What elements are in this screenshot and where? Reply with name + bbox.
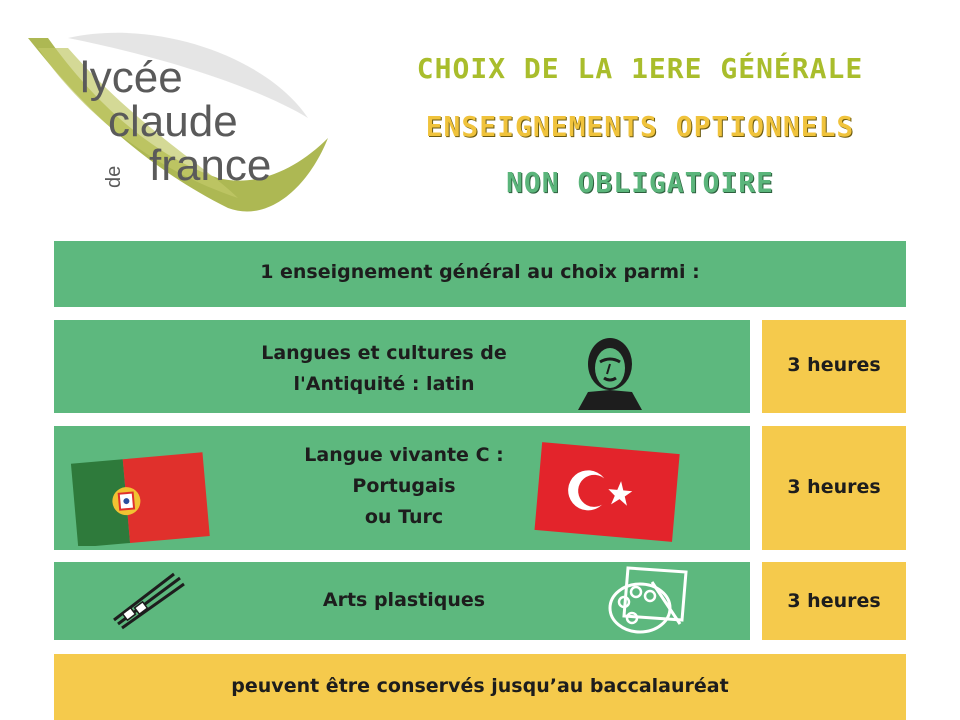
option-lvc-label-line2: Portugais [352, 475, 456, 497]
option-lvc-label-line1: Langue vivante C : [304, 444, 504, 466]
option-latin-label-line2: l'Antiquité : latin [293, 373, 475, 395]
title-enseignements: ENSEIGNEMENTS OPTIONNELS [425, 110, 855, 143]
option-lvc-hours: 3 heures [787, 476, 881, 498]
portugal-flag-icon [68, 446, 210, 546]
option-latin-hours: 3 heures [787, 354, 881, 376]
option-lvc-label [254, 440, 554, 533]
intro-text: 1 enseignement général au choix parmi : [260, 261, 700, 283]
option-latin [54, 320, 750, 413]
latin-bust-icon [574, 334, 644, 410]
option-latin-hours-box [762, 320, 906, 413]
title-non-obligatoire: NON OBLIGATOIRE [506, 166, 774, 199]
option-latin-label-line1: Langues et cultures de [261, 342, 507, 364]
logo-text-de: de [103, 165, 125, 188]
palette-icon [602, 562, 692, 638]
option-arts-label: Arts plastiques [322, 589, 486, 611]
intro-banner [54, 241, 906, 307]
school-logo [8, 18, 338, 228]
footer-text: peuvent être conservés jusqu’au baccalauréat [231, 675, 729, 697]
option-arts-hours-box [762, 562, 906, 640]
option-lvc-hours-box [762, 426, 906, 550]
title-choix: CHOIX DE LA 1ERE GÉNÉRALE [416, 52, 864, 85]
brushes-icon [110, 570, 190, 634]
option-arts [54, 562, 750, 640]
option-arts-hours: 3 heures [787, 590, 881, 612]
logo-text-lycee: lycée [80, 53, 183, 102]
option-lvc-label-line3: ou Turc [364, 506, 444, 528]
logo-text-claude: claude [108, 97, 238, 146]
footer-banner [54, 654, 906, 720]
option-lvc [54, 426, 750, 550]
logo-text-france: france [149, 141, 272, 190]
option-latin-label [224, 338, 544, 400]
turkey-flag-icon [532, 440, 682, 546]
